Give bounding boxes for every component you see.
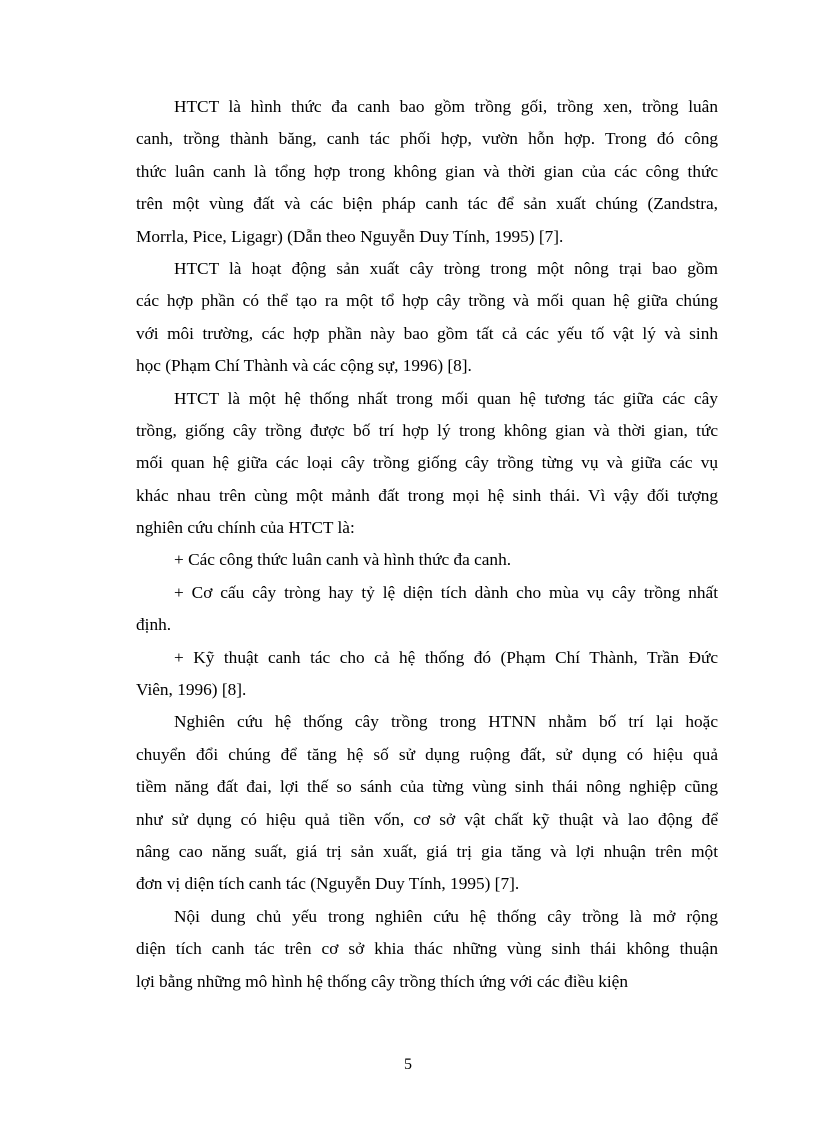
text-line: Nghiên cứu hệ thống cây trồng trong HTNN nhằm bố trí lại hoặc (174, 712, 718, 732)
text-line: nâng cao năng suất, giá trị sản xuất, giá trị gia tăng và lợi nhuận trên một (136, 841, 718, 861)
text-line: + Kỹ thuật canh tác cho cả hệ thống đó (Phạm Chí Thành, Trần Đức (174, 647, 718, 667)
text-line: HTCT là hình thức đa canh bao gồm trồng gối, trồng xen, trồng luân (174, 97, 718, 116)
paragraph (136, 383, 718, 545)
text-line: HTCT là hoạt động sản xuất cây tròng trong một nông trại bao gồm (174, 258, 718, 278)
text-line: HTCT là một hệ thống nhất trong mối quan hệ tương tác giữa các cây (174, 388, 718, 408)
text-line: với môi trường, các hợp phần này bao gồm tất cả các yếu tố vật lý và sinh (136, 323, 718, 343)
page-body (136, 91, 718, 998)
text-line: các hợp phần có thể tạo ra một tổ hợp cây trồng và mối quan hệ giữa chúng (136, 291, 718, 311)
text-line: chuyển đổi chúng để tăng hệ số sử dụng ruộng đất, sử dụng có hiệu quả (136, 744, 718, 764)
text-line: thức luân canh là tổng hợp trong không gian và thời gian của các công thức (136, 161, 718, 181)
list-item (136, 544, 718, 576)
text-line: khác nhau trên cùng một mảnh đất trong mọi hệ sinh thái. Vì vậy đối tượng (136, 485, 718, 505)
text-line: đơn vị diện tích canh tác (Nguyễn Duy Tính, 1995) [7]. (136, 874, 520, 894)
text-line: Viên, 1996) [8]. (136, 680, 247, 700)
text-line: trồng, giống cây trồng được bố trí hợp lý trong không gian và thời gian, tức (136, 420, 718, 440)
text-line: canh, trồng thành băng, canh tác phối hợp, vườn hỗn hợp. Trong đó công (136, 129, 718, 149)
text-line: nghiên cứu chính của HTCT là: (136, 518, 355, 538)
text-line: Nội dung chủ yếu trong nghiên cứu hệ thống cây trồng là mở rộng (174, 906, 718, 926)
list-item (136, 577, 718, 642)
text-line: học (Phạm Chí Thành và các cộng sự, 1996) [8]. (136, 356, 472, 376)
text-line: + Các công thức luân canh và hình thức đa canh. (174, 550, 512, 570)
paragraph (136, 706, 718, 900)
text-line: lợi bằng những mô hình hệ thống cây trồng thích ứng với các điều kiện (136, 971, 628, 991)
paragraph (136, 253, 718, 383)
text-line: mối quan hệ giữa các loại cây trồng giống cây trồng từng vụ và giữa các vụ (136, 453, 718, 473)
page-number: 5 (404, 1056, 412, 1073)
text-line: như sử dụng có hiệu quả tiền vốn, cơ sở vật chất kỹ thuật và lao động để (136, 809, 718, 829)
text-line: trên một vùng đất và các biện pháp canh tác để sản xuất chúng (Zandstra, (136, 194, 718, 214)
text-line: + Cơ cấu cây tròng hay tỷ lệ diện tích dành cho mùa vụ cây trồng nhất (174, 582, 718, 602)
paragraph (136, 91, 718, 253)
text-line: diện tích canh tác trên cơ sở khia thác những vùng sinh thái không thuận (136, 939, 718, 959)
list-item (136, 642, 718, 707)
text-line: Morrla, Pice, Ligagr) (Dẫn theo Nguyễn Duy Tính, 1995) [7]. (136, 226, 564, 246)
text-line: tiềm năng đất đai, lợi thế so sánh của từng vùng sinh thái nông nghiệp cũng (136, 777, 718, 797)
text-line: định. (136, 615, 172, 635)
paragraph (136, 901, 718, 998)
